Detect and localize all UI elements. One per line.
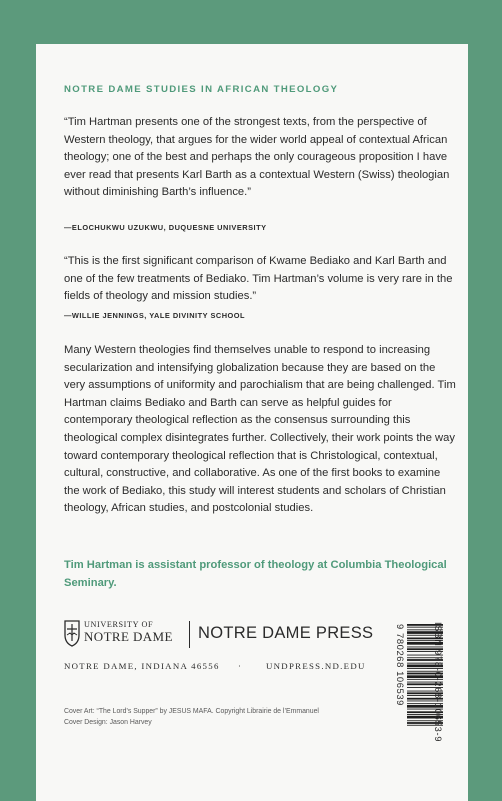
endorsement-attribution-1: —ELOCHUKWU UZUKWU, DUQUESNE UNIVERSITY xyxy=(64,223,267,232)
book-description: Many Western theologies find themselves unable to respond to increasing secularization and intensifying globalization because they are based on the very assumptions of uniformity and parochialism that are being challenged. Tim Hartman claims Bediako and Barth can serve as helpful guides for contemporary theological reflection as the consensus surrounding this theological complex disintegrates further. Collectively, their work points the way toward contemporary theological reflection that is Christological, contextual, cultural, constructive, and collaborative. As one of the first books to examine the work of Bediako, this study will interest students and scholars of Christian theology, African studies, and postcolonial studies. xyxy=(64,344,456,515)
publisher-logo xyxy=(64,618,374,650)
address-separator: · xyxy=(238,661,243,671)
university-of-label: UNIVERSITY OF xyxy=(84,620,154,629)
author-bio: Tim Hartman is assistant professor of theology at Columbia Theological Seminary. xyxy=(64,559,447,589)
endorsement-quote-2: “This is the first significant comparison of Kwame Bediako and Karl Barth and one of the few treatments of Bediako. Tim Hartman’s volume is very rare in the fields of theology and mission studies.” xyxy=(64,255,453,303)
publisher-address-line xyxy=(64,661,366,671)
barcode-block xyxy=(391,622,449,743)
notre-dame-label: NOTRE DAME xyxy=(84,629,173,644)
endorsement-attribution-2: —WILLIE JENNINGS, YALE DIVINITY SCHOOL xyxy=(64,311,246,320)
logo-divider xyxy=(189,621,190,648)
ean-digits: 9 780268 106539 xyxy=(395,624,406,706)
cover-credits xyxy=(64,706,384,728)
publisher-website: UNDPRESS.ND.EDU xyxy=(266,661,366,671)
isbn-label: ISBN 978-0-268-10653-9 xyxy=(433,622,443,743)
cover-design-credit: Cover Design: Jason Harvey xyxy=(64,719,152,726)
endorsement-quote-1: “Tim Hartman presents one of the strongest texts, from the perspective of Western theology, that argues for the wider world appeal of contextual African theology; one of the best and perhaps the only courageous proposition I have ever read that presents Karl Barth as a contextual Western (Swiss) theologian without diminishing Barth’s influence.” xyxy=(64,116,450,199)
publisher-address: NOTRE DAME, INDIANA 46556 xyxy=(64,661,220,671)
cover-art-credit: Cover Art: “The Lord’s Supper” by JESUS MAFA. Copyright Librairie de l’Emmanuel xyxy=(64,708,319,715)
university-crest-icon xyxy=(64,620,80,647)
back-cover-panel xyxy=(36,44,468,801)
university-wordmark xyxy=(84,620,173,645)
series-title: NOTRE DAME STUDIES IN AFRICAN THEOLOGY xyxy=(64,84,339,95)
press-name: NOTRE DAME PRESS xyxy=(198,624,374,642)
